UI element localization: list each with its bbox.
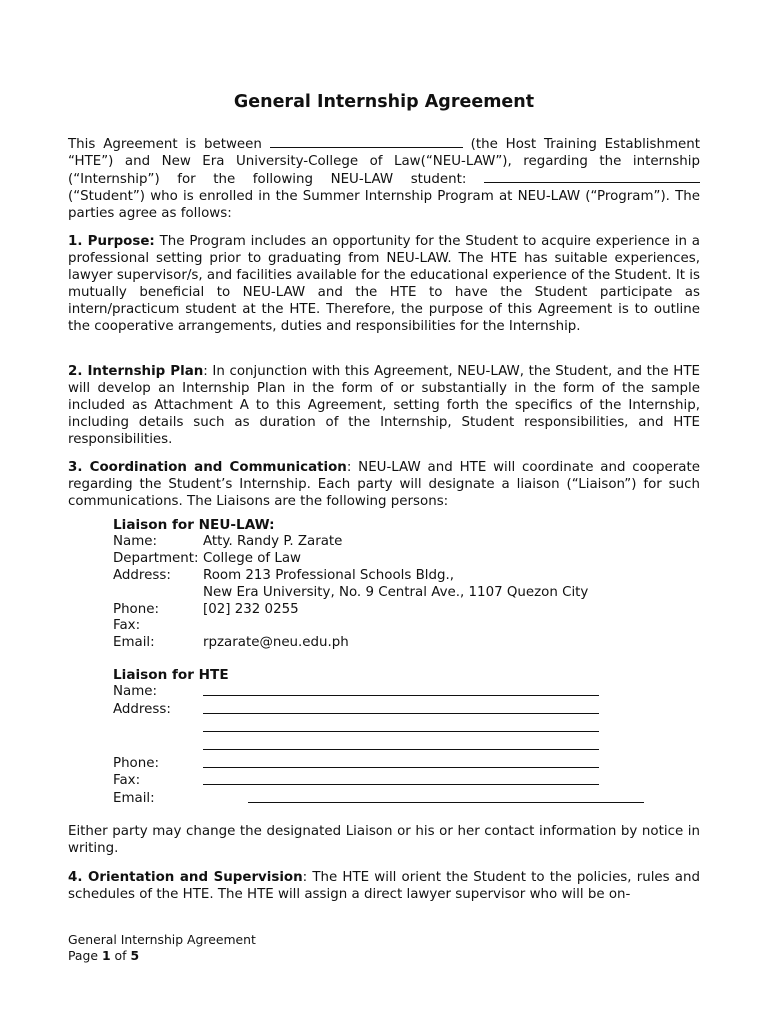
liaison-hte-email-row bbox=[113, 791, 713, 809]
section-internship-plan bbox=[68, 364, 700, 449]
coordination-text: : NEU-LAW and HTE will coordinate and cooperate regarding the Student’s Internship. Each party will designate a liaison (“Liaison”) for such communications. The Liaisons are the following persons: bbox=[68, 460, 700, 509]
liaison-neu-fax-row bbox=[113, 618, 713, 635]
spacer bbox=[113, 585, 203, 602]
hte-email-blank bbox=[248, 791, 644, 803]
intro-part1: This Agreement is between bbox=[68, 137, 262, 152]
orientation-heading: 4. Orientation and Supervision bbox=[68, 870, 303, 885]
spacer bbox=[113, 720, 203, 738]
fax-label: Fax: bbox=[113, 618, 141, 634]
intro-paragraph bbox=[68, 136, 700, 223]
email-label: Email: bbox=[113, 635, 155, 651]
liaison-neu-address-row2 bbox=[113, 585, 713, 602]
liaison-neu-block bbox=[113, 517, 713, 652]
department-value: College of Law bbox=[203, 550, 301, 566]
liaison-hte-name-row bbox=[113, 684, 713, 702]
spacer bbox=[113, 738, 203, 756]
liaison-neu-email-row bbox=[113, 635, 713, 652]
address-line2: New Era University, No. 9 Central Ave., 1107 Quezon City bbox=[203, 584, 589, 600]
student-name-blank bbox=[484, 171, 700, 183]
section-purpose bbox=[68, 234, 700, 335]
name-value: Atty. Randy P. Zarate bbox=[203, 533, 343, 549]
email-label: Email: bbox=[113, 791, 155, 807]
intro-part2: (the Host Training Establishment “HTE”) and New Era University-College of Law(“NEU-LAW”), regarding the internship (“Internship”) for the following NEU-LAW student: bbox=[68, 137, 700, 187]
hte-name-blank bbox=[270, 136, 463, 148]
orientation-text: : The HTE will orient the Student to the policies, rules and schedules of the HTE. The HTE will assign a direct lawyer supervisor who will be on- bbox=[68, 870, 700, 902]
liaison-hte-phone-row bbox=[113, 756, 713, 774]
department-label: Department: bbox=[113, 550, 199, 566]
liaison-neu-phone-row bbox=[113, 602, 713, 619]
page-total: 5 bbox=[130, 948, 140, 963]
hte-address-blank-1 bbox=[203, 702, 599, 714]
liaison-neu-name-row bbox=[113, 534, 713, 551]
hte-address-blank-2 bbox=[203, 720, 599, 732]
name-label: Name: bbox=[113, 533, 158, 549]
liaison-hte-fax-row bbox=[113, 773, 713, 791]
liaison-hte-block bbox=[113, 667, 713, 809]
liaison-neu-department-row bbox=[113, 551, 713, 568]
liaison-neu-heading: Liaison for NEU-LAW: bbox=[113, 517, 275, 533]
address-label: Address: bbox=[113, 567, 171, 583]
footer-page-number bbox=[68, 948, 256, 964]
fax-label: Fax: bbox=[113, 773, 141, 789]
phone-label: Phone: bbox=[113, 601, 159, 617]
page-footer bbox=[68, 932, 256, 964]
address-line1: Room 213 Professional Schools Bldg., bbox=[203, 567, 455, 583]
intro-part3: (“Student”) who is enrolled in the Summer Internship Program at NEU-LAW (“Program”). The parties agree as follows: bbox=[68, 188, 700, 221]
liaison-hte-address-row bbox=[113, 702, 713, 720]
name-label: Name: bbox=[113, 683, 158, 699]
phone-label: Phone: bbox=[113, 755, 159, 771]
liaison-hte-address-row3 bbox=[113, 738, 713, 756]
phone-value: [02] 232 0255 bbox=[203, 601, 299, 617]
page-current: 1 bbox=[101, 948, 111, 963]
footer-title: General Internship Agreement bbox=[68, 932, 256, 947]
email-value: rpzarate@neu.edu.ph bbox=[203, 635, 349, 651]
purpose-heading: 1. Purpose: bbox=[68, 234, 155, 249]
address-label: Address: bbox=[113, 701, 171, 717]
hte-fax-blank bbox=[203, 773, 599, 785]
section-coordination bbox=[68, 460, 700, 511]
coordination-heading: 3. Coordination and Communication bbox=[68, 460, 347, 475]
document-title: General Internship Agreement bbox=[233, 92, 535, 112]
hte-address-blank-3 bbox=[203, 738, 599, 750]
page-word: Page bbox=[68, 948, 98, 963]
plan-heading: 2. Internship Plan bbox=[68, 364, 204, 379]
hte-phone-blank bbox=[203, 756, 599, 768]
of-word: of bbox=[114, 948, 127, 963]
hte-name-blank bbox=[203, 684, 599, 696]
purpose-text: The Program includes an opportunity for the Student to acquire experience in a professional setting prior to graduating from NEU-LAW. The HTE has suitable experiences, lawyer supervisor/s, and facilities available for the educational experience of the Student. It is mutually beneficial to NEU-LAW and the HTE to have the Student participate as intern/practicum student at the HTE. Therefore, the purpose of this Agreement is to outline the cooperative arrangements, duties and responsibilities for the Internship. bbox=[68, 234, 700, 334]
plan-text: : In conjunction with this Agreement, NEU-LAW, the Student, and the HTE will develop an Internship Plan in the form of or substantially in the form of the sample included as Attachment A to this Agreement, setting forth the specifics of the Internship, including details such as duration of the Internship, Student responsibilities, and HTE responsibilities. bbox=[68, 364, 700, 447]
liaison-neu-address-row bbox=[113, 568, 713, 585]
change-liaison-paragraph: Either party may change the designated Liaison or his or her contact information by notice in writing. bbox=[68, 824, 700, 856]
liaison-hte-heading: Liaison for HTE bbox=[113, 667, 229, 683]
section-orientation bbox=[68, 870, 700, 904]
liaison-hte-address-row2 bbox=[113, 720, 713, 738]
